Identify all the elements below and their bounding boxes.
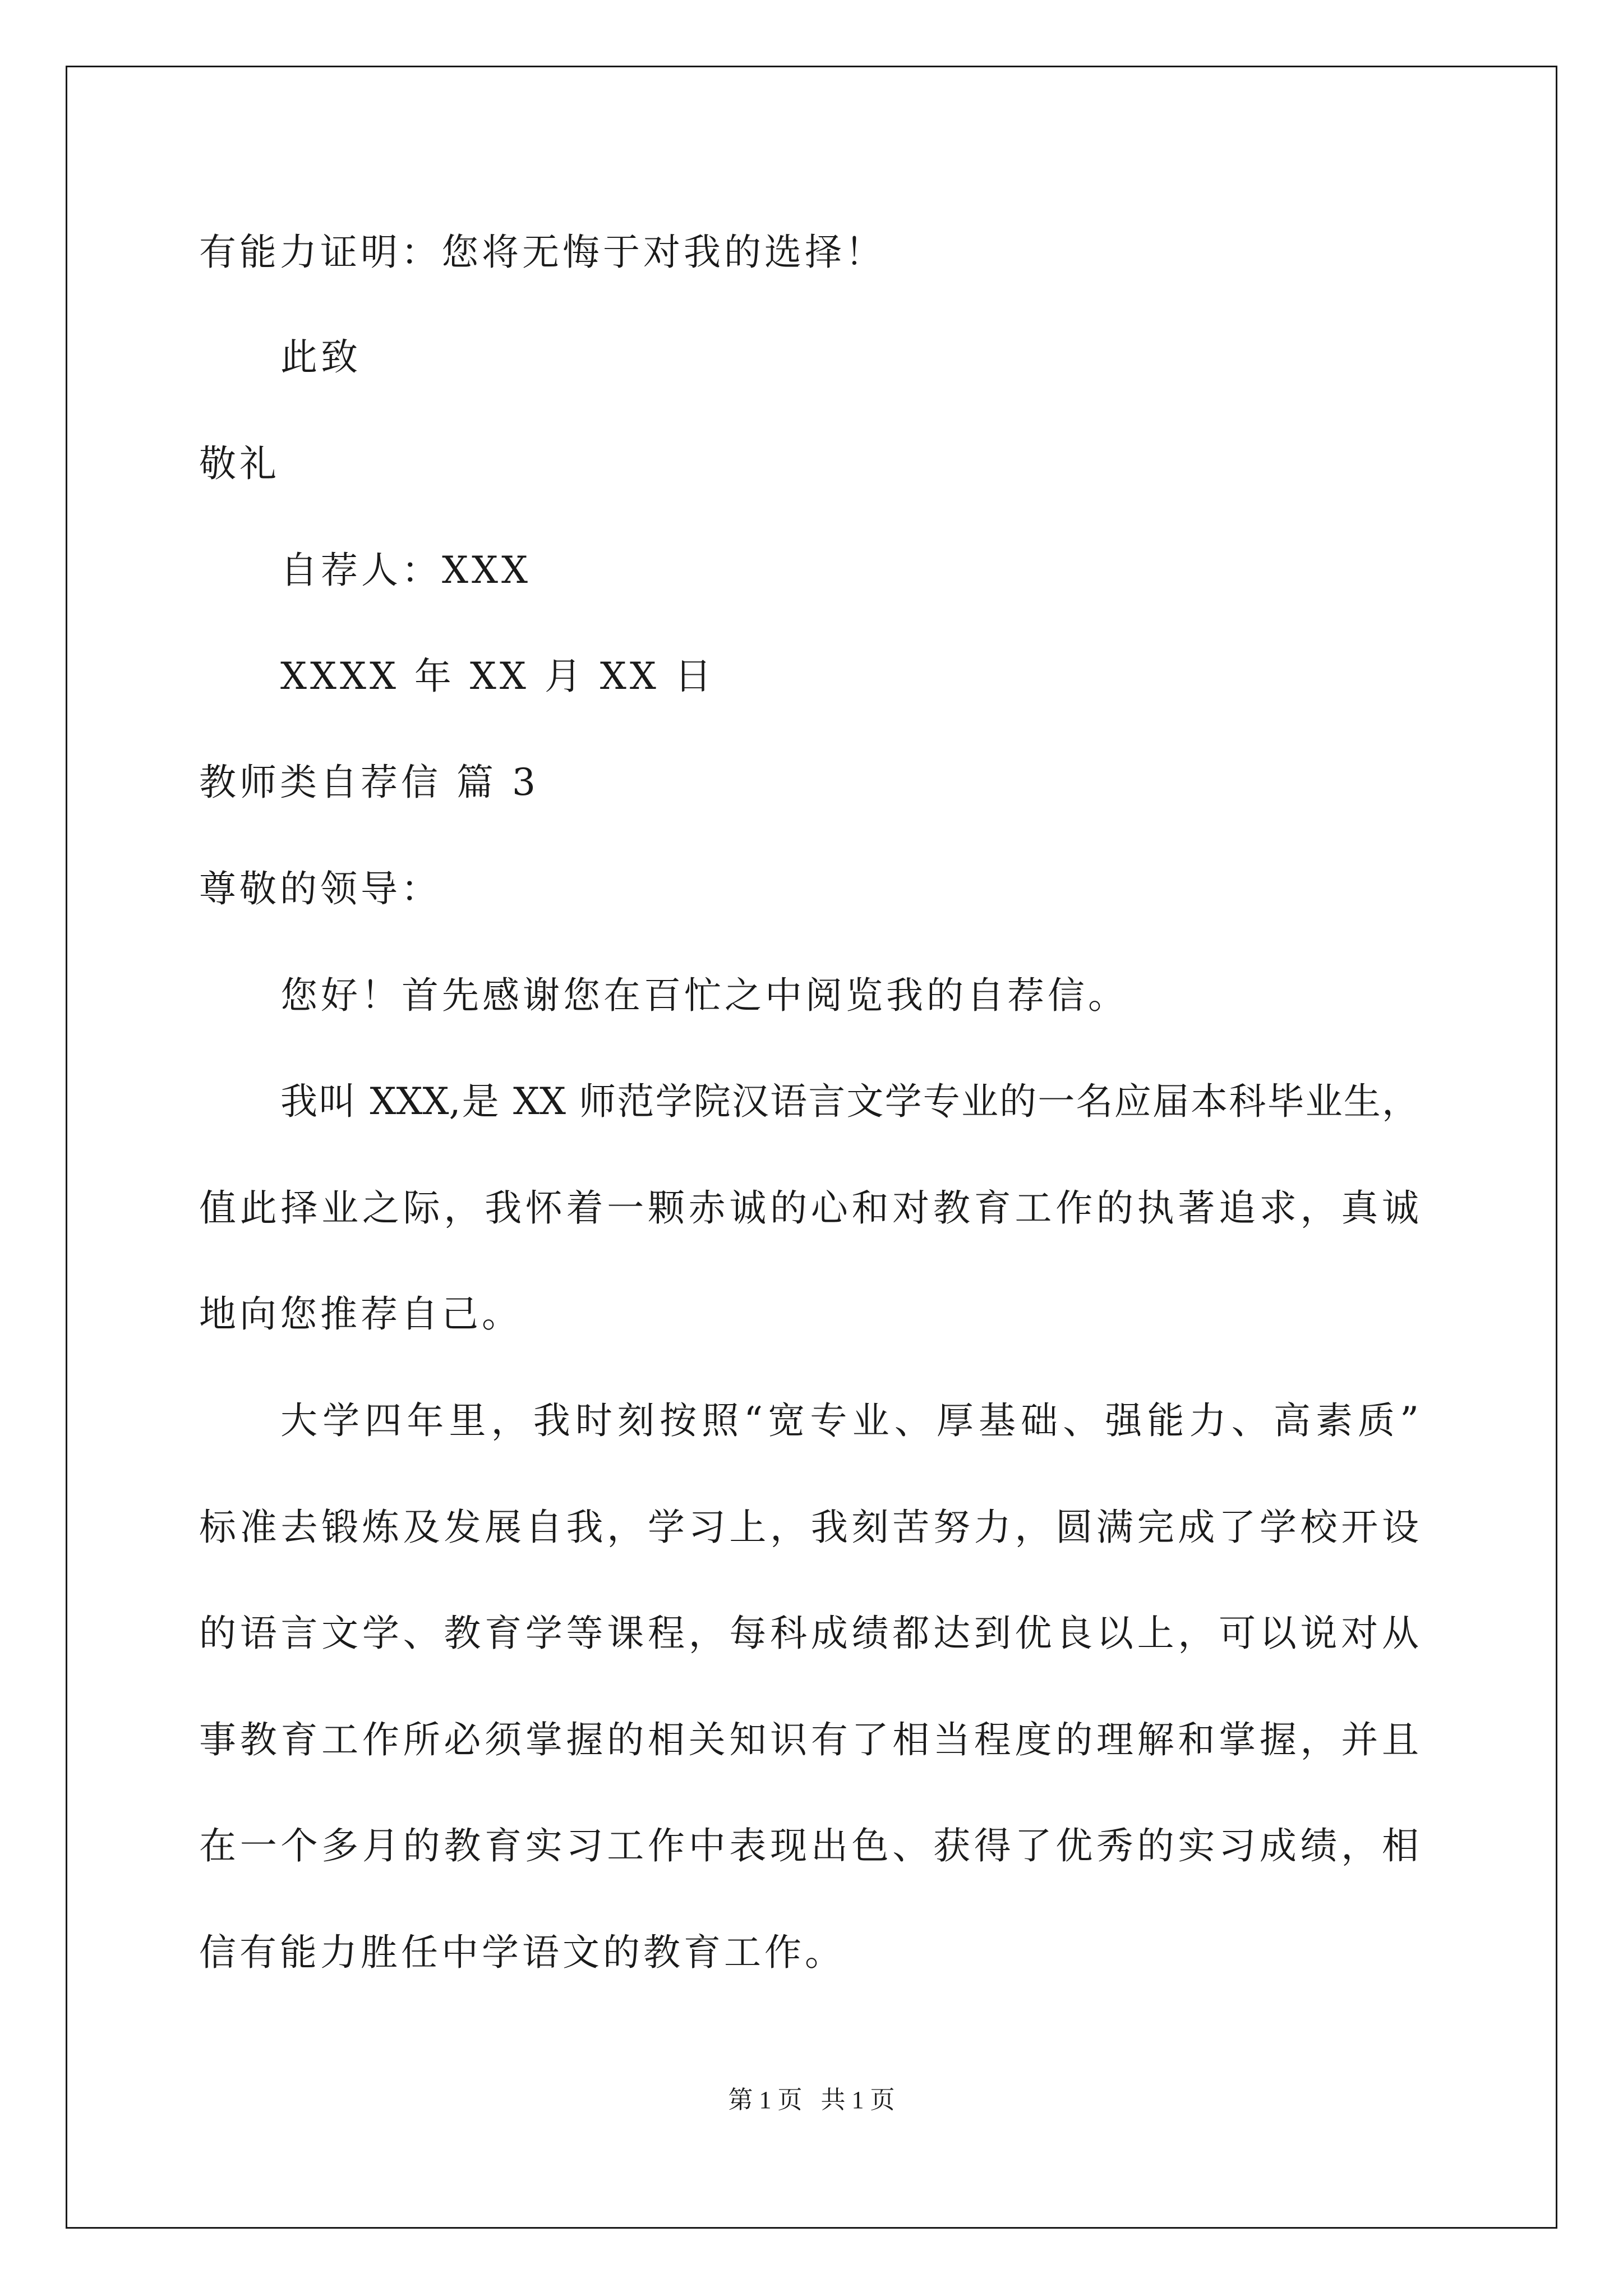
paragraph-line: 的语言文学、教育学等课程，每科成绩都达到优良以上，可以说对从: [199, 1612, 1419, 1655]
paragraph-line: 信有能力胜任中学语文的教育工作。: [199, 1931, 845, 1974]
paragraph-line: 大学四年里，我时刻按照“宽专业、厚基础、强能力、高素质”: [280, 1399, 1419, 1442]
text-line-greeting: 尊敬的领导：: [199, 867, 441, 910]
text-line-signer: 自荐人：XXX: [280, 549, 531, 592]
text-line-date: XXXX 年 XX 月 XX 日: [280, 655, 715, 698]
section-heading: 教师类自荐信 篇 3: [199, 761, 539, 804]
text-line-salutation-cizhi: 此致: [280, 335, 361, 379]
paragraph-line: 事教育工作所必须掌握的相关知识有了相当程度的理解和掌握，并且: [199, 1718, 1419, 1761]
paragraph-line: 标准去锻炼及发展自我，学习上，我刻苦努力，圆满完成了学校开设: [199, 1506, 1419, 1549]
text-line-closing-sentence: 有能力证明：您将无悔于对我的选择！: [199, 231, 886, 274]
paragraph-line: 值此择业之际，我怀着一颗赤诚的心和对教育工作的执著追求，真诚: [199, 1186, 1419, 1230]
paragraph-line: 地向您推荐自己。: [199, 1292, 522, 1336]
page-number-footer: 第 1 页 共 1 页: [728, 2086, 895, 2114]
text-line-jingli: 敬礼: [199, 442, 280, 485]
paragraph-line: 在一个多月的教育实习工作中表现出色、获得了优秀的实习成绩，相: [199, 1824, 1419, 1867]
paragraph-line: 我叫 XXX,是 XX 师范学院汉语言文学专业的一名应届本科毕业生，: [280, 1080, 1419, 1123]
paragraph-line: 您好！首先感谢您在百忙之中阅览我的自荐信。: [280, 974, 1128, 1017]
page-border: [66, 66, 1557, 2229]
